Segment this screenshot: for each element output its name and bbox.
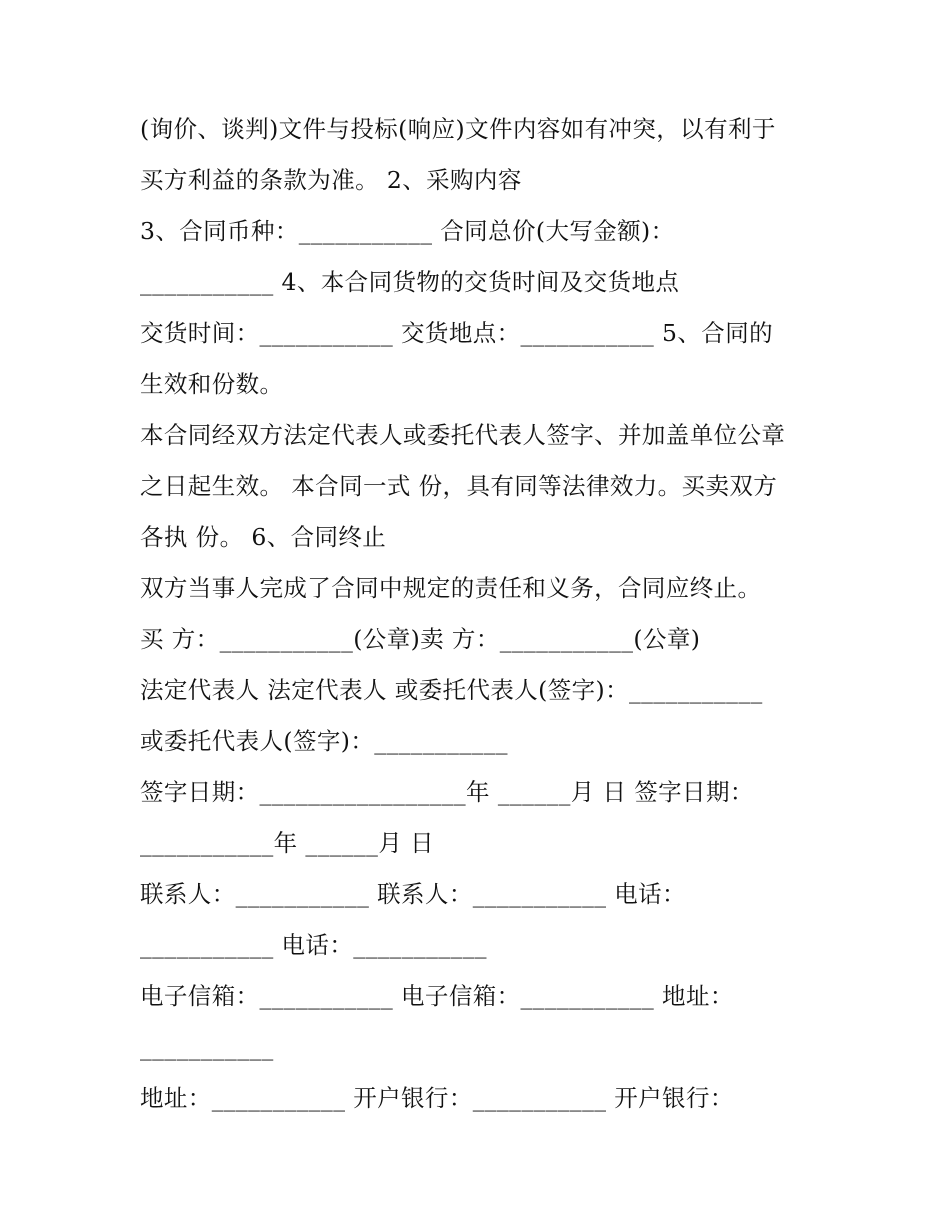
text-line: 买方利益的条款为准。 2、采购内容 [140, 166, 522, 194]
text-line: 本合同经双方法定代表人或委托代表人签字、并加盖单位公章 [140, 421, 786, 449]
text-line: 联系人：___________ 联系人：___________ 电话： [140, 880, 686, 908]
text-line: 电子信箱：___________ 电子信箱：___________ 地址： [140, 982, 734, 1010]
text-line: 买 方：___________(公章)卖 方：___________(公章) [140, 625, 701, 653]
text-line: 签字日期：_________________年 ______月 日 签字日期： [140, 778, 754, 806]
text-line: ___________ [140, 1033, 274, 1061]
text-line: ___________ 4、本合同货物的交货时间及交货地点 [140, 268, 680, 296]
text-line: 3、合同币种：___________ 合同总价(大写金额)： [140, 217, 675, 245]
text-line: 法定代表人 法定代表人 或委托代表人(签字)：___________ [140, 676, 763, 704]
text-line: 生效和份数。 [140, 370, 284, 398]
text-line: ___________ 电话：___________ [140, 931, 487, 959]
text-line: 地址：___________ 开户银行：___________ 开户银行： [140, 1084, 734, 1112]
text-line: 或委托代表人(签字)：___________ [140, 727, 508, 755]
text-line: ___________年 ______月 日 [140, 829, 434, 857]
document-body [140, 104, 840, 1124]
text-line: 交货时间：___________ 交货地点：___________ 5、合同的 [140, 319, 773, 347]
text-line: 双方当事人完成了合同中规定的责任和义务，合同应终止。 [140, 574, 762, 602]
text-line: 各执 份。 6、合同终止 [140, 523, 387, 551]
text-line: (询价、谈判)文件与投标(响应)文件内容如有冲突，以有利于 [140, 115, 776, 143]
text-line: 之日起生效。 本合同一式 份，具有同等法律效力。买卖双方 [140, 472, 778, 500]
